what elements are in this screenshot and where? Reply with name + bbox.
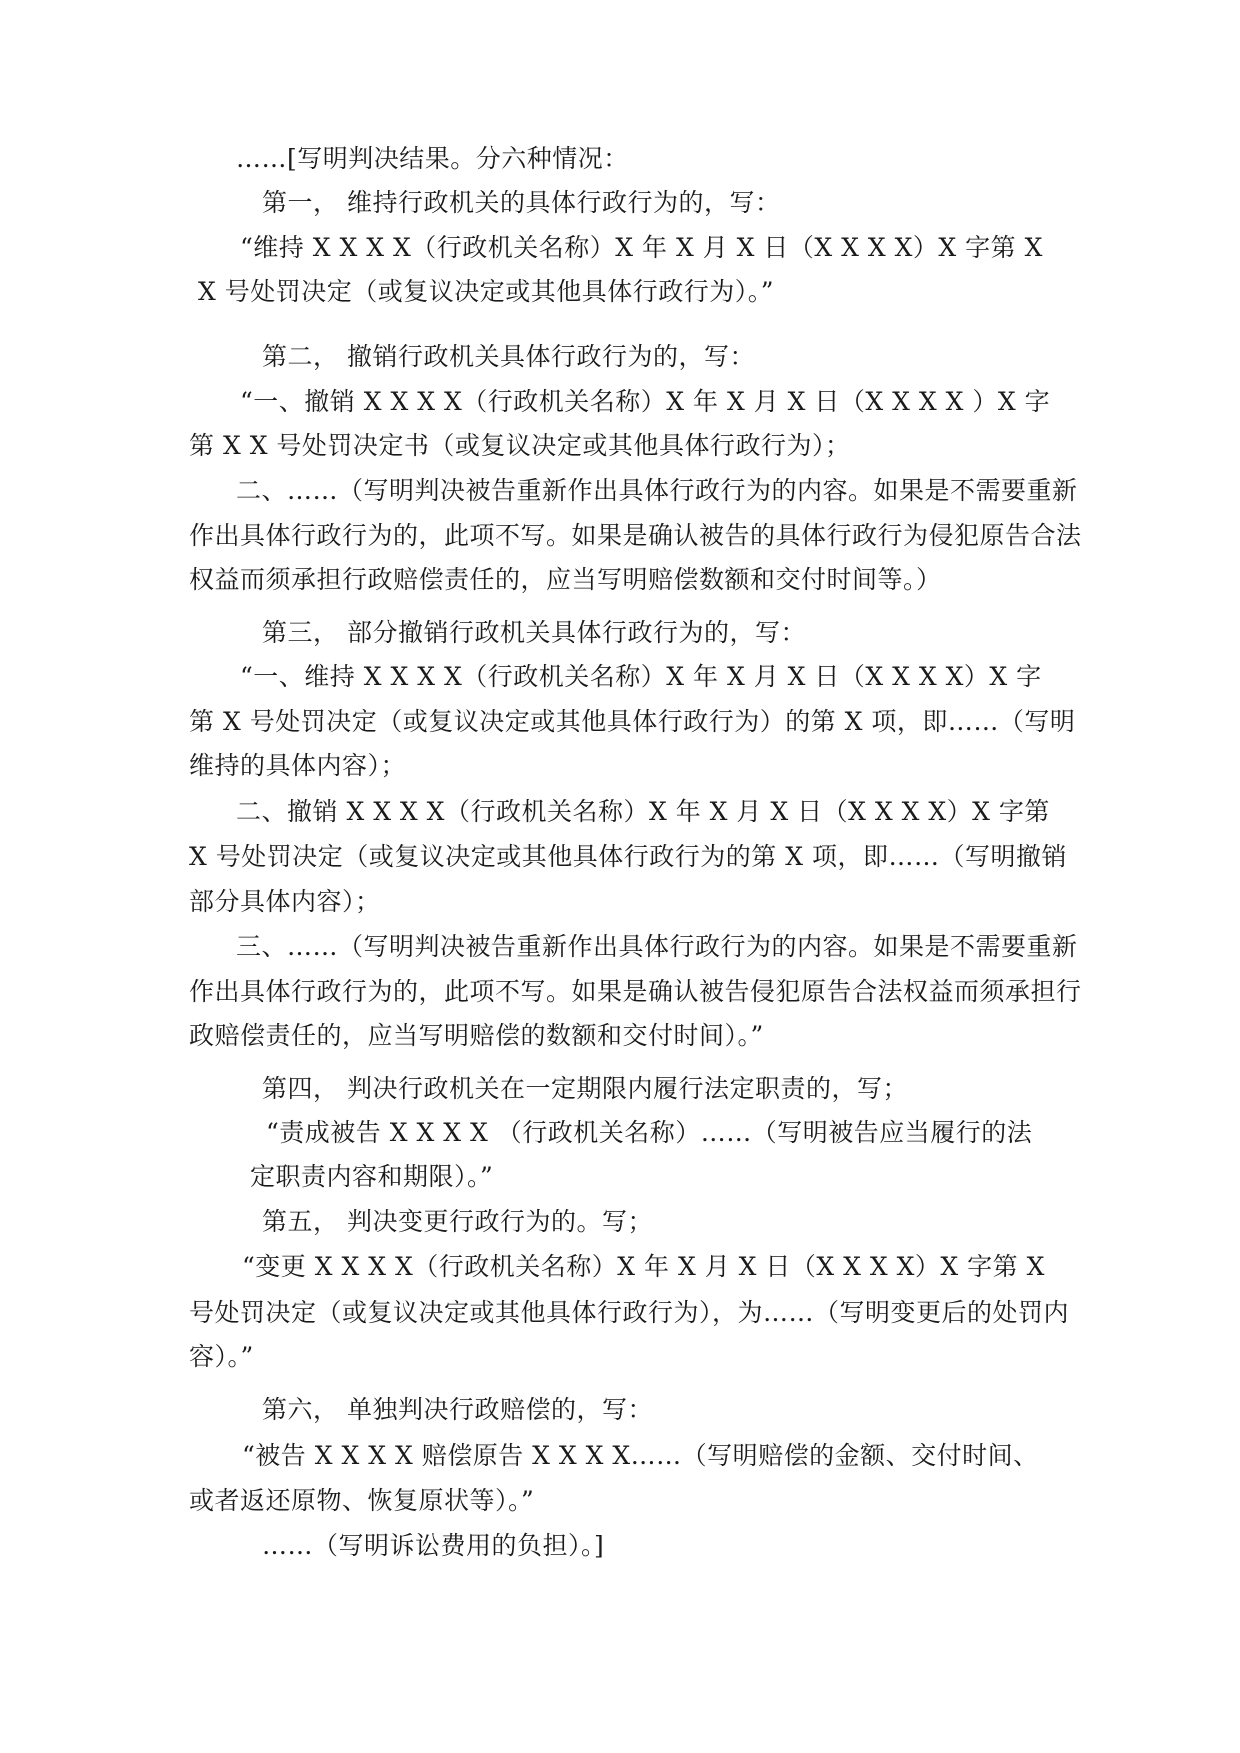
- text-line: 第 X X 号处罚决定书（或复议决定或其他具体行政行为）；: [189, 431, 851, 460]
- text-line: 二、……（写明判决被告重新作出具体行政行为的内容。如果是不需要重新: [236, 476, 1078, 505]
- text-line: X 号处罚决定（或复议决定或其他具体行政行为的第 X 项，即……（写明撤销: [189, 842, 1067, 871]
- text-line: “一、撤销 X X X X（行政机关名称）X 年 X 月 X 日（X X X X ）X 字: [240, 387, 1051, 416]
- text-line: “被告 X X X X 赔偿原告 X X X X……（写明赔偿的金额、交付时间、: [242, 1441, 1039, 1470]
- text-line: 第四， 判决行政机关在一定期限内履行法定职责的，写；: [262, 1074, 908, 1103]
- text-line: 作出具体行政行为的，此项不写。如果是确认被告的具体行政行为侵犯原告合法: [189, 521, 1082, 550]
- text-line: 第二， 撤销行政机关具体行政行为的，写：: [262, 342, 755, 371]
- text-line: 部分具体内容）；: [189, 887, 381, 916]
- text-line: 号处罚决定（或复议决定或其他具体行政行为），为……（写明变更后的处罚内: [189, 1298, 1070, 1327]
- text-line: “维持 X X X X（行政机关名称）X 年 X 月 X 日（X X X X）X 字第 X: [240, 233, 1043, 262]
- text-line: ……（写明诉讼费用的负担）。]: [262, 1531, 605, 1560]
- text-line: “变更 X X X X（行政机关名称）X 年 X 月 X 日（X X X X）X 字第 X: [242, 1252, 1045, 1281]
- text-line: 第三， 部分撤销行政机关具体行政行为的，写：: [262, 618, 806, 647]
- text-line: “责成被告 X X X X （行政机关名称）……（写明被告应当履行的法: [266, 1118, 1033, 1147]
- text-line: 第 X 号处罚决定（或复议决定或其他具体行政行为）的第 X 项，即……（写明: [189, 707, 1076, 736]
- text-line: “一、维持 X X X X（行政机关名称）X 年 X 月 X 日（X X X X）X 字: [240, 662, 1042, 691]
- text-line: X 号处罚决定（或复议决定或其他具体行政行为）。”: [198, 277, 775, 306]
- text-line: 或者返还原物、恢复原状等）。”: [189, 1486, 535, 1515]
- text-line: 第一， 维持行政机关的具体行政行为的，写：: [262, 188, 781, 217]
- text-line: 第五， 判决变更行政行为的。写；: [262, 1207, 653, 1236]
- text-line: 三、……（写明判决被告重新作出具体行政行为的内容。如果是不需要重新: [236, 932, 1078, 961]
- text-line: 维持的具体内容）；: [189, 751, 407, 780]
- text-line: 容）。”: [189, 1342, 254, 1371]
- text-line: 政赔偿责任的，应当写明赔偿的数额和交付时间）。”: [189, 1021, 764, 1050]
- text-line: 定职责内容和期限）。”: [250, 1162, 494, 1191]
- text-line: 权益而须承担行政赔偿责任的，应当写明赔偿数额和交付时间等。）: [189, 565, 942, 594]
- text-line: ……[写明判决结果。分六种情况：: [236, 144, 629, 173]
- text-line: 二、撤销 X X X X（行政机关名称）X 年 X 月 X 日（X X X X）X 字第: [236, 797, 1050, 826]
- text-line: 作出具体行政行为的，此项不写。如果是确认被告侵犯原告合法权益而须承担行: [189, 977, 1082, 1006]
- text-line: 第六， 单独判决行政赔偿的，写：: [262, 1395, 653, 1424]
